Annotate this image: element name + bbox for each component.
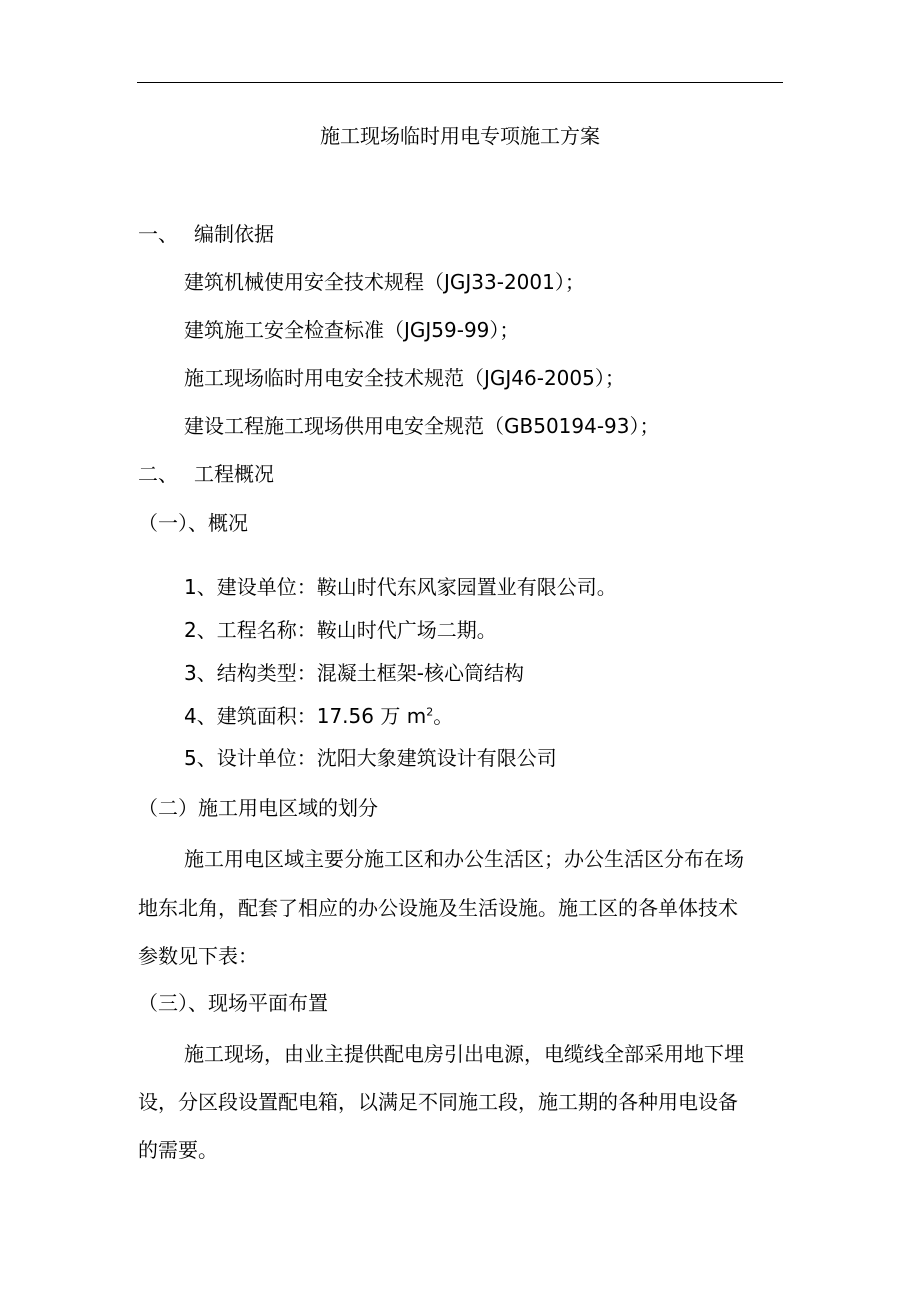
section-2-heading (138, 462, 274, 486)
paragraph-line: 施工用电区域主要分施工区和办公生活区；办公生活区分布在场 (184, 847, 744, 871)
area-suffix: 。 (433, 704, 454, 728)
reference-item: 建筑施工安全检查标准（JGJ59-99）； (184, 318, 520, 342)
overview-item-area (184, 704, 453, 728)
paragraph-line: 施工现场，由业主提供配电房引出电源，电缆线全部采用地下埋 (184, 1042, 744, 1066)
area-prefix: 4、建筑面积：17.56 万 m (184, 704, 427, 728)
subsection-1-heading: （一）、概况 (138, 511, 248, 535)
section-1-number: 一、 (138, 222, 178, 246)
paragraph-line: 参数见下表： (138, 944, 258, 968)
subsection-3-heading: （三）、现场平面布置 (138, 991, 328, 1015)
paragraph-line: 地东北角，配套了相应的办公设施及生活设施。施工区的各单体技术 (138, 896, 738, 920)
overview-item: 1、建设单位：鞍山时代东风家园置业有限公司。 (184, 575, 617, 599)
paragraph-line: 的需要。 (138, 1138, 218, 1162)
paragraph-line: 设，分区段设置配电箱，以满足不同施工段，施工期的各种用电设备 (138, 1090, 738, 1114)
reference-item: 建设工程施工现场供用电安全规范（GB50194-93）； (184, 414, 660, 438)
section-1-heading (138, 222, 274, 246)
overview-item: 3、结构类型：混凝土框架-核心筒结构 (184, 661, 524, 685)
overview-item: 5、设计单位：沈阳大象建筑设计有限公司 (184, 746, 557, 770)
section-2-number: 二、 (138, 462, 178, 486)
document-title: 施工现场临时用电专项施工方案 (320, 124, 600, 148)
reference-item: 建筑机械使用安全技术规程（JGJ33-2001）； (184, 270, 585, 294)
area-superscript: 2 (426, 705, 434, 719)
reference-item: 施工现场临时用电安全技术规范（JGJ46-2005）； (184, 366, 625, 390)
header-rule (137, 82, 783, 83)
overview-item: 2、工程名称：鞍山时代广场二期。 (184, 618, 497, 642)
subsection-2-heading: （二）施工用电区域的划分 (138, 796, 378, 820)
section-2-title: 工程概况 (194, 462, 274, 486)
section-1-title: 编制依据 (194, 222, 274, 246)
